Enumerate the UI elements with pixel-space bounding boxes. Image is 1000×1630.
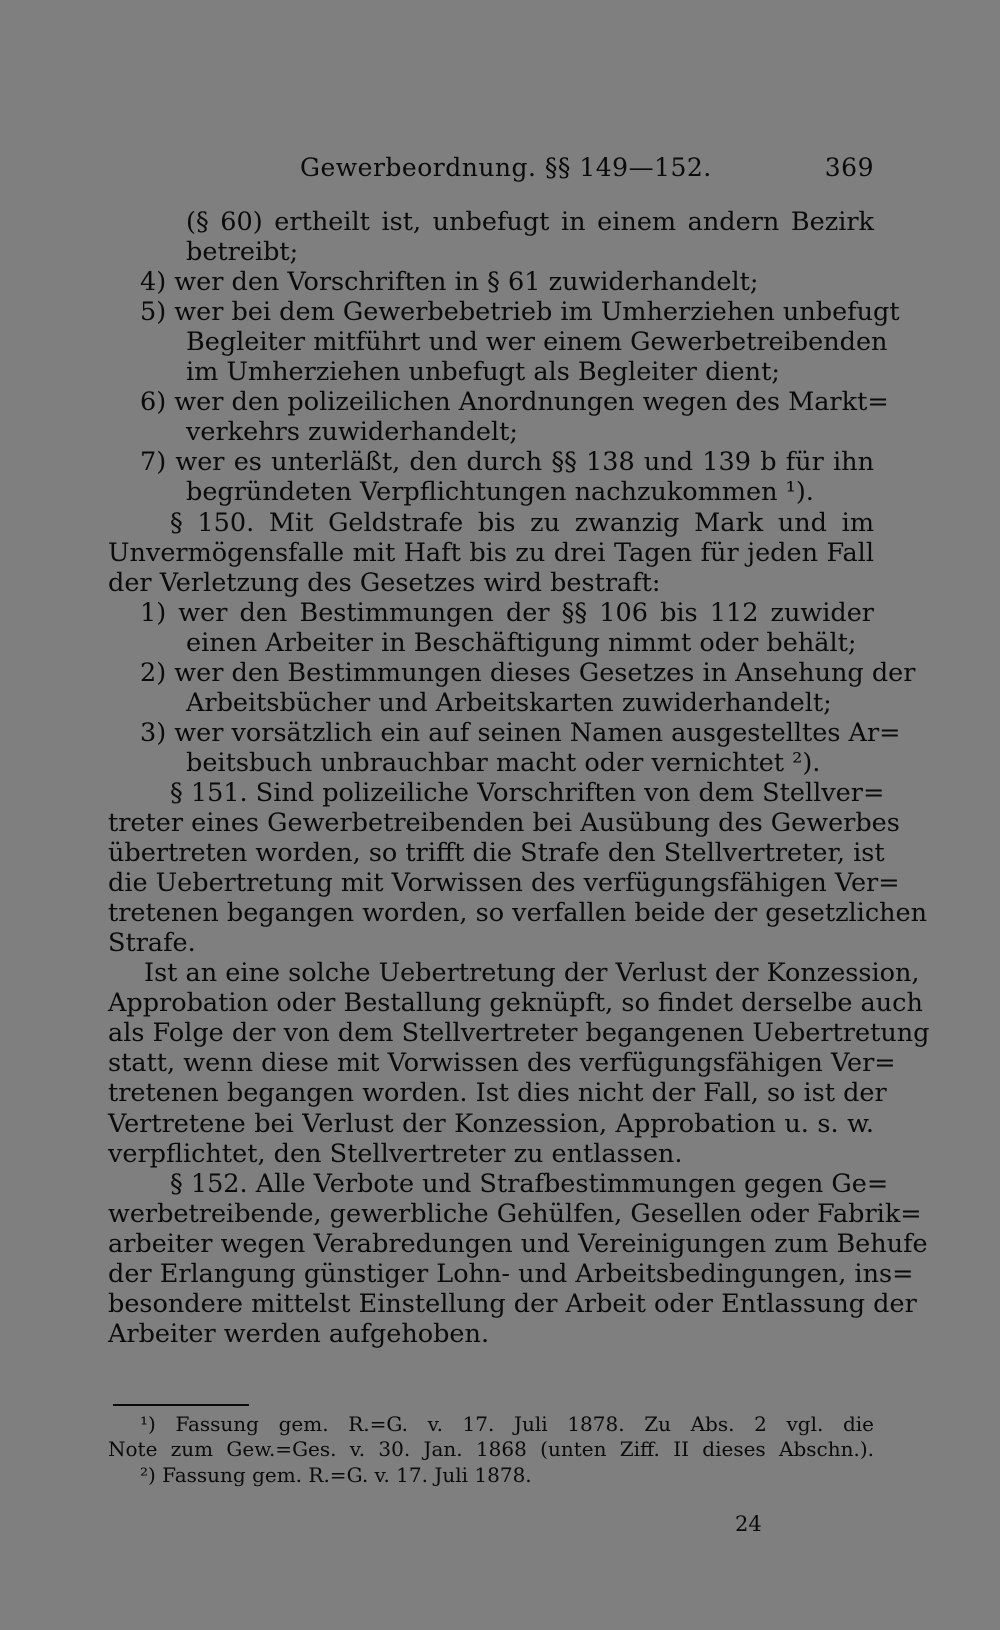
text-line: 4) wer den Vorschriften in § 61 zuwiderhandelt; bbox=[140, 267, 759, 297]
text-line: 6) wer den polizeilichen Anordnungen wegen des Markt= bbox=[140, 387, 889, 417]
text-line: Arbeitsbücher und Arbeitskarten zuwiderhandelt; bbox=[186, 688, 832, 718]
text-line: tretenen begangen worden. Ist dies nicht der Fall, so ist der bbox=[108, 1078, 887, 1108]
text-line: der Erlangung günstiger Lohn- und Arbeitsbedingungen, ins= bbox=[108, 1259, 914, 1289]
text-line: einen Arbeiter in Beschäftigung nimmt oder behält; bbox=[186, 628, 857, 658]
text-line: Strafe. bbox=[108, 928, 196, 958]
text-line: Approbation oder Bestallung geknüpft, so findet derselbe auch bbox=[108, 988, 923, 1018]
signature-mark: 24 bbox=[735, 1512, 762, 1536]
footnote-line: Note zum Gew.=Ges. v. 30. Jan. 1868 (unten Ziff. II dieses Abschn.). bbox=[108, 1437, 874, 1461]
text-line: der Verletzung des Gesetzes wird bestraft: bbox=[108, 568, 661, 598]
text-line: im Umherziehen unbefugt als Begleiter dient; bbox=[186, 357, 780, 387]
text-line: 2) wer den Bestimmungen dieses Gesetzes in Ansehung der bbox=[140, 658, 916, 688]
text-line: verkehrs zuwiderhandelt; bbox=[186, 417, 518, 447]
text-line: tretenen begangen worden, so verfallen beide der gesetzlichen bbox=[108, 898, 928, 928]
text-line: § 151. Sind polizeiliche Vorschriften von dem Stellver= bbox=[170, 778, 885, 808]
text-line: begründeten Verpflichtungen nachzukommen ¹). bbox=[186, 477, 814, 507]
text-line: Arbeiter werden aufgehoben. bbox=[108, 1319, 490, 1349]
text-line: als Folge der von dem Stellvertreter begangenen Uebertretung bbox=[108, 1018, 930, 1048]
text-line: § 150. Mit Geldstrafe bis zu zwanzig Mark und im bbox=[170, 508, 874, 538]
text-line: § 152. Alle Verbote und Strafbestimmungen gegen Ge= bbox=[170, 1169, 889, 1199]
text-line: übertreten worden, so trifft die Strafe den Stellvertreter, ist bbox=[108, 838, 885, 868]
footnote-separator bbox=[113, 1404, 249, 1406]
text-line: besondere mittelst Einstellung der Arbeit oder Entlassung der bbox=[108, 1289, 917, 1319]
text-line: 3) wer vorsätzlich ein auf seinen Namen ausgestelltes Ar= bbox=[140, 718, 901, 748]
text-line: betreibt; bbox=[186, 237, 299, 267]
text-line: Unvermögensfalle mit Haft bis zu drei Tagen für jeden Fall bbox=[108, 538, 874, 568]
text-line: 5) wer bei dem Gewerbebetrieb im Umherziehen unbefugt bbox=[140, 297, 900, 327]
footnote-line: ¹) Fassung gem. R.=G. v. 17. Juli 1878. Zu Abs. 2 vgl. die bbox=[140, 1412, 874, 1436]
text-line: arbeiter wegen Verabredungen und Vereinigungen zum Behufe bbox=[108, 1229, 928, 1259]
header-title: Gewerbeordnung. §§ 149—152. bbox=[300, 153, 712, 182]
text-line: treter eines Gewerbetreibenden bei Ausübung des Gewerbes bbox=[108, 808, 900, 838]
text-line: 7) wer es unterläßt, den durch §§ 138 und 139 b für ihn bbox=[140, 447, 874, 477]
text-line: Vertretene bei Verlust der Konzession, Approbation u. s. w. bbox=[108, 1109, 874, 1139]
text-line: die Uebertretung mit Vorwissen des verfügungsfähigen Ver= bbox=[108, 868, 900, 898]
text-line: (§ 60) ertheilt ist, unbefugt in einem andern Bezirk bbox=[186, 207, 874, 237]
text-line: werbetreibende, gewerbliche Gehülfen, Gesellen oder Fabrik= bbox=[108, 1199, 922, 1229]
footnote-line: ²) Fassung gem. R.=G. v. 17. Juli 1878. bbox=[140, 1463, 532, 1487]
running-header bbox=[300, 153, 874, 193]
text-line: 1) wer den Bestimmungen der §§ 106 bis 112 zuwider bbox=[140, 598, 874, 628]
text-line: statt, wenn diese mit Vorwissen des verfügungsfähigen Ver= bbox=[108, 1048, 896, 1078]
text-line: Ist an eine solche Uebertretung der Verlust der Konzession, bbox=[144, 958, 920, 988]
text-line: Begleiter mitführt und wer einem Gewerbetreibenden bbox=[186, 327, 888, 357]
text-line: beitsbuch unbrauchbar macht oder vernichtet ²). bbox=[186, 748, 821, 778]
page-number: 369 bbox=[824, 153, 874, 182]
text-line: verpflichtet, den Stellvertreter zu entlassen. bbox=[108, 1139, 683, 1169]
